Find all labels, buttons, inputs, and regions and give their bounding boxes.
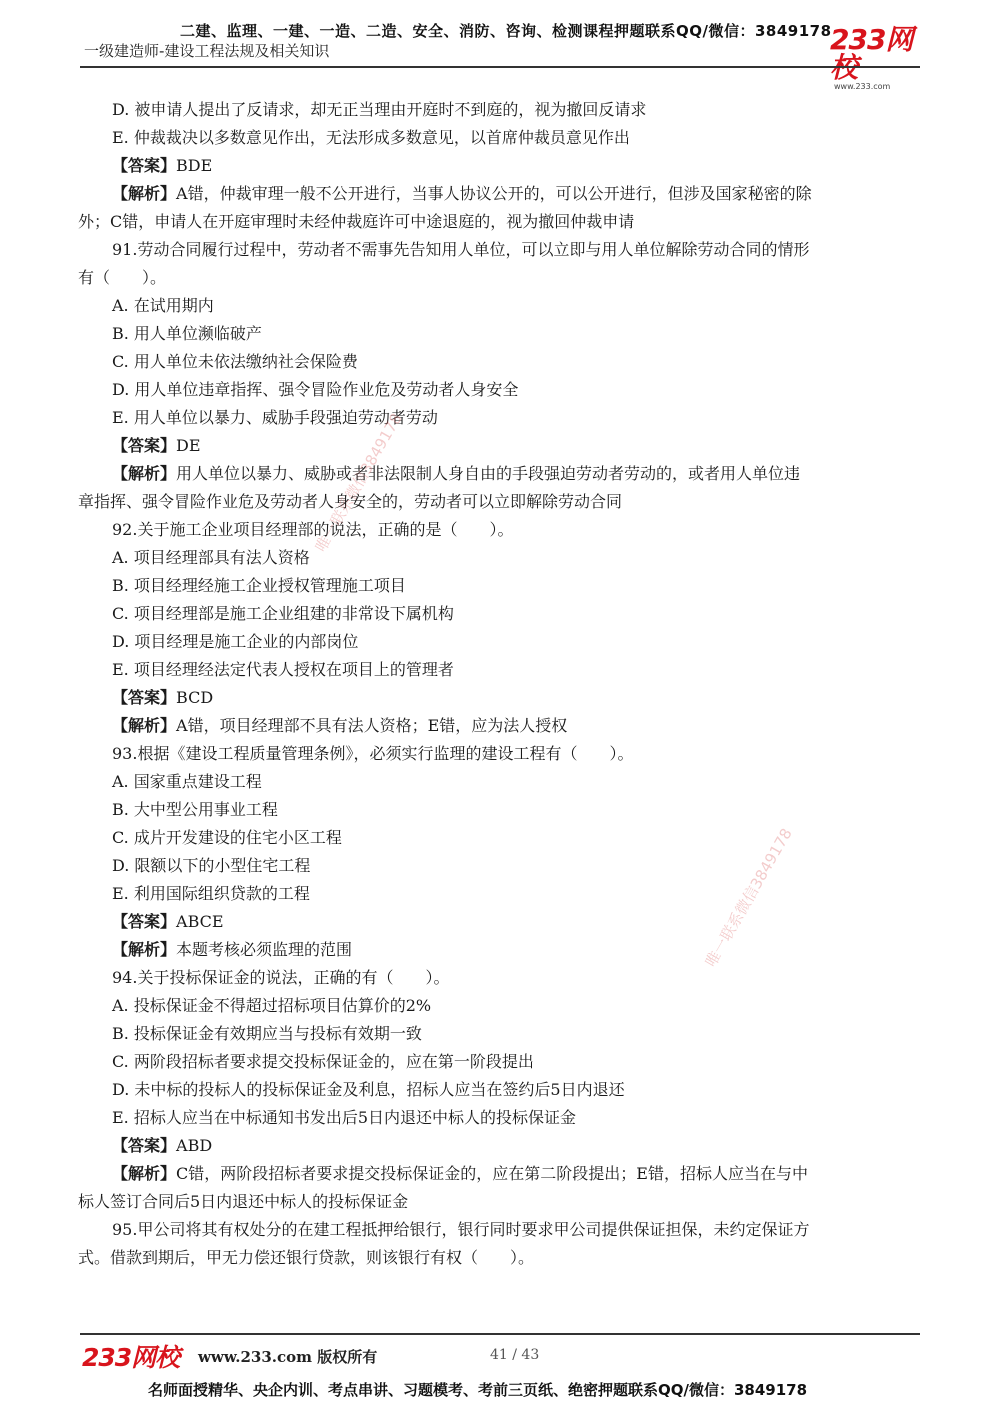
text-line	[78, 488, 928, 516]
text-line	[78, 404, 928, 432]
line-text: B. 项目经理经施工企业授权管理施工项目	[112, 576, 406, 595]
line-text: E. 仲裁裁决以多数意见作出，无法形成多数意见，以首席仲裁员意见作出	[112, 128, 630, 147]
text-line	[78, 936, 928, 964]
text-line	[78, 1216, 928, 1244]
line-text: B. 用人单位濒临破产	[112, 324, 262, 343]
line-label: 【答案】	[112, 436, 177, 455]
text-line	[78, 964, 928, 992]
text-line	[78, 740, 928, 768]
text-line	[78, 516, 928, 544]
text-line	[78, 1076, 928, 1104]
line-label: 【解析】	[112, 940, 177, 959]
text-line	[78, 1244, 928, 1272]
line-label: 【解析】	[112, 184, 177, 203]
line-text: D. 未中标的投标人的投标保证金及利息，招标人应当在签约后5日内退还	[112, 1080, 625, 1099]
line-text: E. 招标人应当在中标通知书发出后5日内退还中标人的投标保证金	[112, 1108, 577, 1127]
text-line	[78, 544, 928, 572]
line-text: D. 被申请人提出了反请求，却无正当理由开庭时不到庭的，视为撤回反请求	[112, 100, 647, 119]
brand-logo-text: 233网校	[830, 23, 913, 84]
text-line	[78, 628, 928, 656]
line-text: E. 项目经理经法定代表人授权在项目上的管理者	[112, 660, 454, 679]
brand-logo-url: www.233.com	[834, 82, 891, 91]
line-text: 93.根据《建设工程质量管理条例》，必须实行监理的建设工程有（ ）。	[112, 744, 634, 763]
text-line	[78, 572, 928, 600]
line-text: 本题考核必须监理的范围	[176, 940, 353, 959]
line-label: 【答案】	[112, 688, 177, 707]
line-text: 式。借款到期后，甲无力偿还银行贷款，则该银行有权（ ）。	[78, 1248, 535, 1267]
line-text: BCD	[176, 688, 214, 707]
line-text: BDE	[176, 156, 213, 175]
line-label: 【答案】	[112, 912, 177, 931]
line-text: A. 在试用期内	[112, 296, 214, 315]
line-text: A. 投标保证金不得超过招标项目估算价的2%	[112, 996, 432, 1015]
line-text: 标人签订合同后5日内退还中标人的投标保证金	[78, 1192, 409, 1211]
line-text: 章指挥、强令冒险作业危及劳动者人身安全的，劳动者可以立即解除劳动合同	[78, 492, 623, 511]
line-text: 用人单位以暴力、威胁或者非法限制人身自由的手段强迫劳动者劳动的，或者用人单位违	[176, 464, 801, 483]
line-text: C错，两阶段招标者要求提交投标保证金的，应在第二阶段提出；E错，招标人应当在与中	[176, 1164, 808, 1183]
text-line	[78, 292, 928, 320]
footer-promo-text: 名师面授精华、央企内训、考点串讲、习题模考、考前三页纸、绝密押题联系QQ/微信：3849178	[148, 1381, 808, 1399]
text-line	[78, 376, 928, 404]
text-line	[78, 908, 928, 936]
line-label: 【答案】	[112, 1136, 177, 1155]
watermark-2: 唯一联系微信3849178	[701, 825, 796, 970]
text-line	[78, 768, 928, 796]
line-label: 【解析】	[112, 716, 177, 735]
footer-divider	[80, 1333, 920, 1335]
text-line	[78, 1188, 928, 1216]
header-divider	[80, 66, 920, 68]
line-text: C. 项目经理部是施工企业组建的非常设下属机构	[112, 604, 454, 623]
line-text: DE	[176, 436, 201, 455]
text-line	[78, 208, 928, 236]
text-line	[78, 1104, 928, 1132]
line-text: D. 用人单位违章指挥、强令冒险作业危及劳动者人身安全	[112, 380, 519, 399]
text-line	[78, 712, 928, 740]
line-label: 【解析】	[112, 1164, 177, 1183]
line-text: 有（ ）。	[78, 268, 167, 287]
text-line	[78, 1020, 928, 1048]
text-line	[78, 824, 928, 852]
line-text: 92.关于施工企业项目经理部的说法，正确的是（ ）。	[112, 520, 514, 539]
footer-copyright: www.233.com 版权所有	[198, 1348, 378, 1366]
line-label: 【解析】	[112, 464, 177, 483]
footer-logo: 233网校	[82, 1343, 180, 1372]
text-line	[78, 152, 928, 180]
text-line	[78, 684, 928, 712]
text-line	[78, 1160, 928, 1188]
line-text: ABCE	[176, 912, 224, 931]
text-line	[78, 992, 928, 1020]
line-text: A. 项目经理部具有法人资格	[112, 548, 310, 567]
header-subject-text: 一级建造师-建设工程法规及相关知识	[84, 42, 330, 60]
text-line	[78, 264, 928, 292]
text-line	[78, 656, 928, 684]
document-body	[78, 96, 928, 1272]
text-line	[78, 1132, 928, 1160]
line-text: A错，项目经理部不具有法人资格；E错，应为法人授权	[176, 716, 568, 735]
line-text: E. 用人单位以暴力、威胁手段强迫劳动者劳动	[112, 408, 438, 427]
line-text: 外；C错，申请人在开庭审理时未经仲裁庭许可中途退庭的，视为撤回仲裁申请	[78, 212, 635, 231]
text-line	[78, 432, 928, 460]
line-text: 91.劳动合同履行过程中，劳动者不需事先告知用人单位，可以立即与用人单位解除劳动合同的情形	[112, 240, 810, 259]
header-promo-text: 二建、监理、一建、一造、二造、安全、消防、咨询、检测课程押题联系QQ/微信：3849178	[180, 22, 832, 40]
text-line	[78, 460, 928, 488]
watermark-1: 唯一联系微信3849178	[311, 410, 406, 555]
text-line	[78, 320, 928, 348]
text-line	[78, 236, 928, 264]
line-text: B. 投标保证金有效期应当与投标有效期一致	[112, 1024, 422, 1043]
text-line	[78, 180, 928, 208]
line-label: 【答案】	[112, 156, 177, 175]
line-text: ABD	[176, 1136, 213, 1155]
text-line	[78, 880, 928, 908]
text-line	[78, 600, 928, 628]
line-text: B. 大中型公用事业工程	[112, 800, 278, 819]
line-text: 94.关于投标保证金的说法，正确的有（ ）。	[112, 968, 450, 987]
line-text: C. 两阶段招标者要求提交投标保证金的，应在第一阶段提出	[112, 1052, 534, 1071]
brand-logo-top	[830, 23, 930, 91]
line-text: C. 用人单位未依法缴纳社会保险费	[112, 352, 358, 371]
line-text: A. 国家重点建设工程	[112, 772, 262, 791]
line-text: A错，仲裁审理一般不公开进行，当事人协议公开的，可以公开进行，但涉及国家秘密的除	[176, 184, 812, 203]
text-line	[78, 348, 928, 376]
line-text: D. 限额以下的小型住宅工程	[112, 856, 311, 875]
line-text: D. 项目经理是施工企业的内部岗位	[112, 632, 359, 651]
line-text: E. 利用国际组织贷款的工程	[112, 884, 310, 903]
text-line	[78, 852, 928, 880]
line-text: C. 成片开发建设的住宅小区工程	[112, 828, 342, 847]
text-line	[78, 124, 928, 152]
text-line	[78, 1048, 928, 1076]
text-line	[78, 796, 928, 824]
line-text: 95.甲公司将其有权处分的在建工程抵押给银行，银行同时要求甲公司提供保证担保，未约定保证方	[112, 1220, 810, 1239]
page-number: 41 / 43	[490, 1347, 540, 1363]
text-line	[78, 96, 928, 124]
